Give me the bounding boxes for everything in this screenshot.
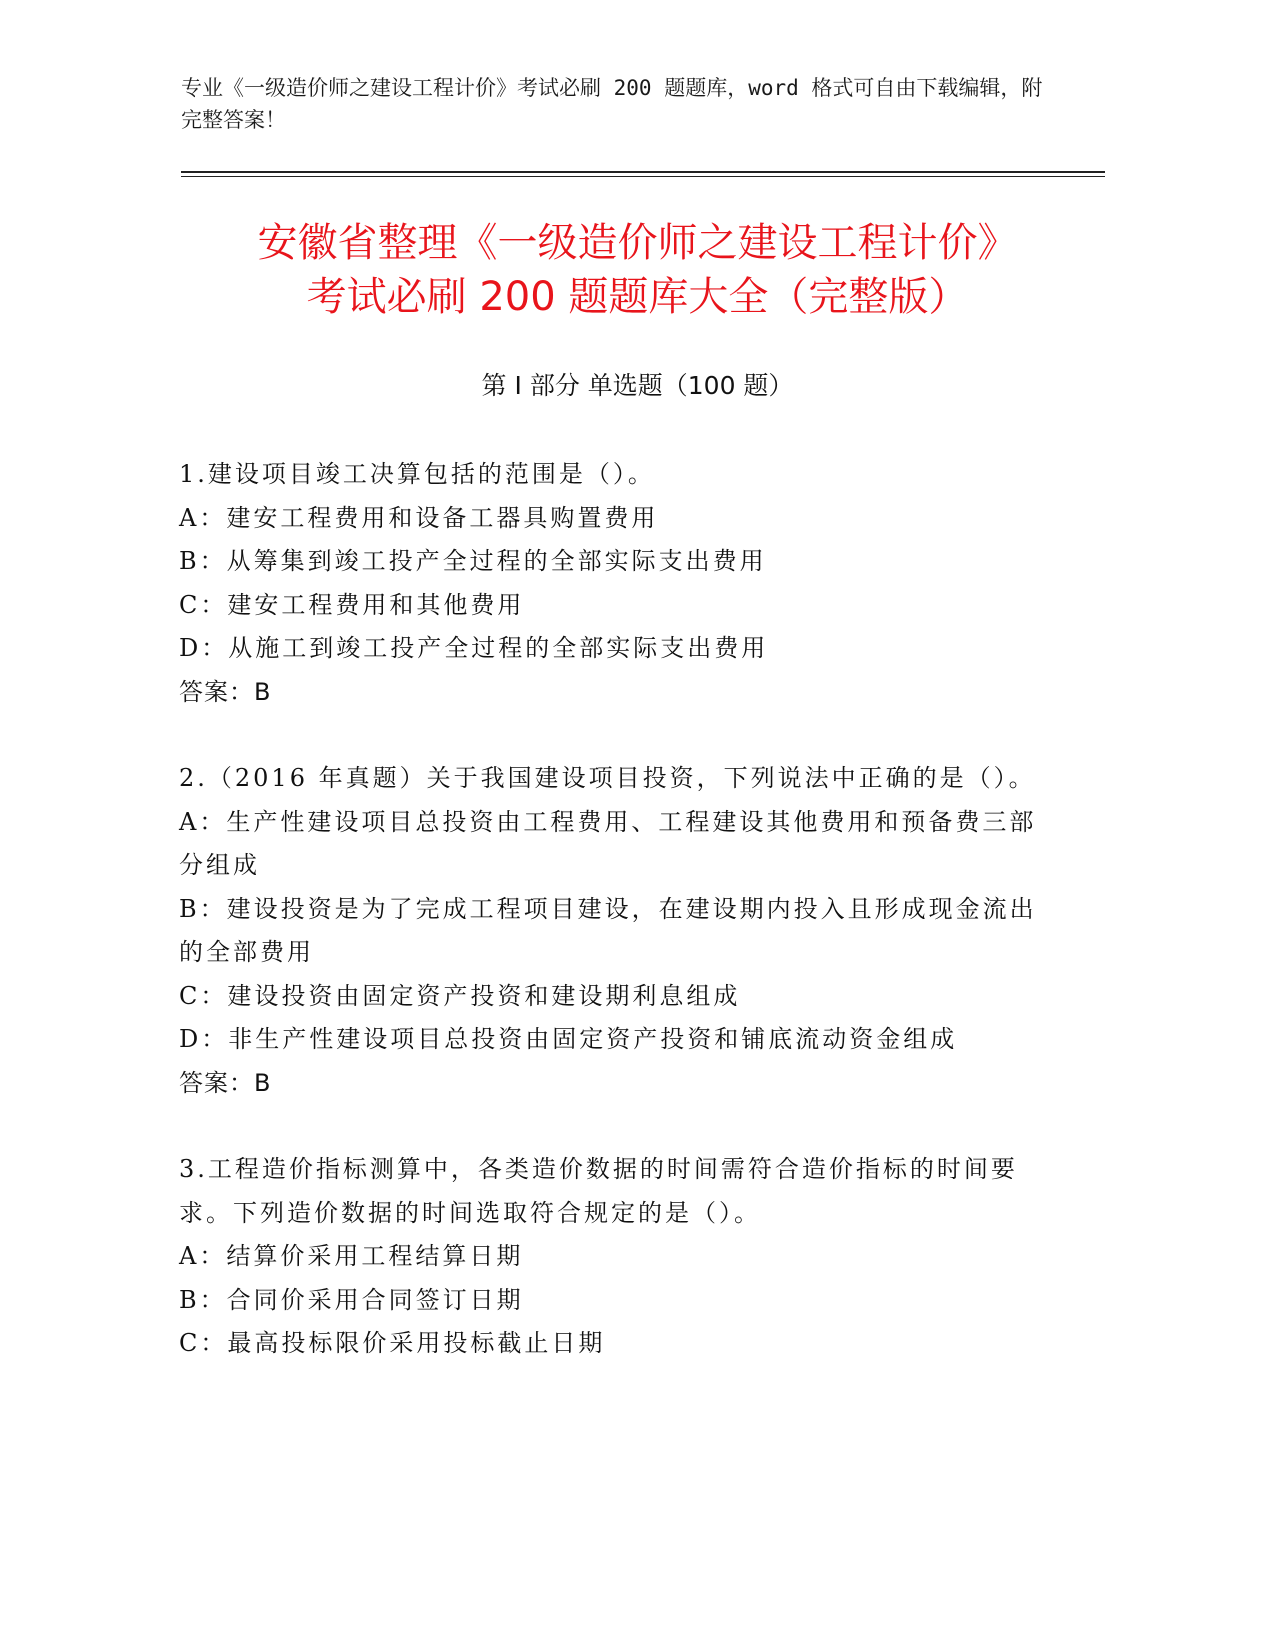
option-c: C：建安工程费用和其他费用 (179, 590, 525, 619)
option-c: C：最高投标限价采用投标截止日期 (179, 1329, 606, 1357)
option-a: A：生产性建设项目总投资由工程费用、工程建设其他费用和预备费三部分组成 (179, 807, 1037, 879)
option-c: C：建设投资由固定资产投资和建设期利息组成 (179, 981, 741, 1010)
header-note: 专业《一级造价师之建设工程计价》考试必刷 200 题题库，word 格式可自由下载编辑，附完整答案！ (181, 76, 1043, 132)
question-stem: 1.建设项目竣工决算包括的范围是（）。 (179, 460, 655, 488)
option-d: D：从施工到竣工投产全过程的全部实际支出费用 (179, 634, 769, 662)
header-divider-thin (181, 176, 1105, 177)
document-title-line-2: 考试必刷 200 题题库大全（完整版） (306, 274, 969, 320)
option-a: A：结算价采用工程结算日期 (179, 1242, 524, 1270)
question-1 (179, 453, 1039, 714)
option-b: B：合同价采用合同签订日期 (179, 1285, 524, 1314)
question-2 (179, 757, 1039, 1105)
question-stem: 3.工程造价指标测算中，各类造价数据的时间需符合造价指标的时间要求。下列造价数据的时间选取符合规定的是（）。 (179, 1155, 1018, 1227)
answer: 答案：B (179, 677, 272, 706)
section-title: 第 I 部分 单选题（100 题） (481, 371, 794, 400)
question-3 (179, 1148, 1039, 1366)
document-title (100, 216, 1175, 324)
question-stem: 2.（2016 年真题）关于我国建设项目投资，下列说法中正确的是（）。 (179, 764, 1036, 792)
answer: 答案：B (179, 1068, 272, 1097)
question-list (179, 453, 1039, 1409)
option-b: B：建设投资是为了完成工程项目建设，在建设期内投入且形成现金流出的全部费用 (179, 894, 1037, 966)
option-a: A：建安工程费用和设备工器具购置费用 (179, 503, 659, 532)
option-d: D：非生产性建设项目总投资由固定资产投资和铺底流动资金组成 (179, 1025, 958, 1053)
option-b: B：从筹集到竣工投产全过程的全部实际支出费用 (179, 547, 767, 575)
header-divider-thick (181, 171, 1105, 173)
document-title-line-1: 安徽省整理《一级造价师之建设工程计价》 (257, 220, 1018, 266)
